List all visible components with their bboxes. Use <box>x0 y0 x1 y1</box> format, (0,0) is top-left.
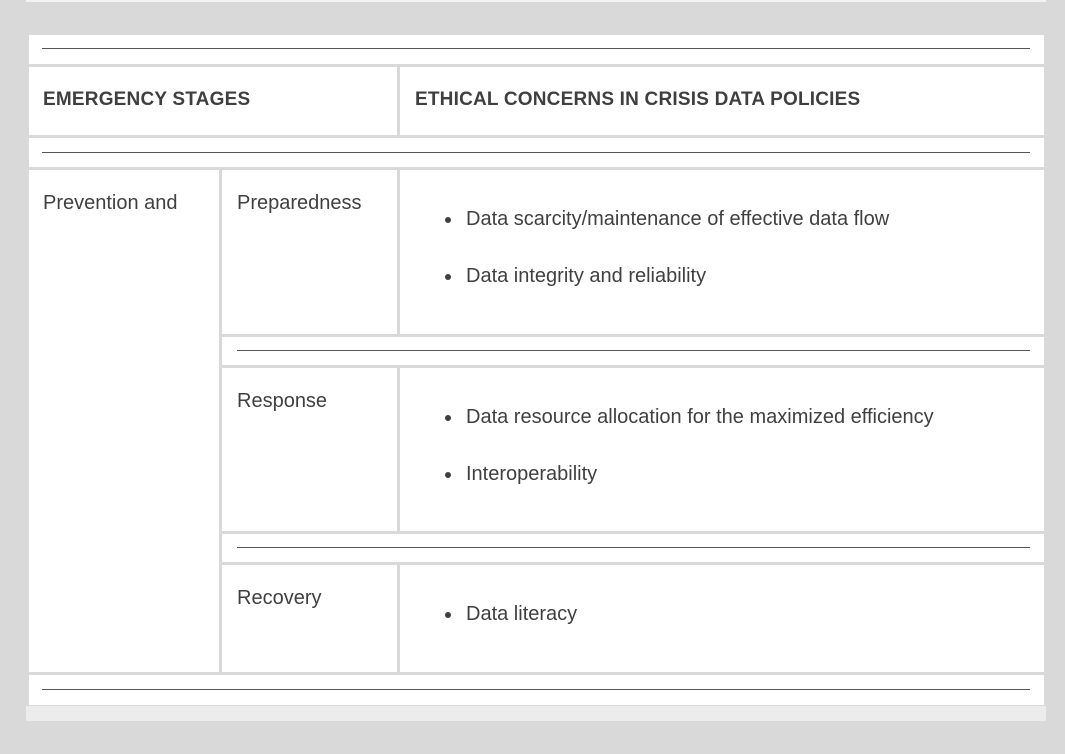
concern-list <box>443 602 577 659</box>
header-cell-stages <box>29 67 397 135</box>
spacer-row-header <box>29 138 1044 167</box>
spacer-row-bottom <box>29 675 1044 705</box>
group-cell <box>29 170 219 672</box>
spacer-row-2 <box>222 534 1044 562</box>
concern-item <box>443 264 889 321</box>
concern-text: Interoperability <box>466 463 598 485</box>
stage-cell-recovery <box>222 565 397 672</box>
concern-item <box>443 462 934 519</box>
concerns-cell-recovery <box>400 565 1044 672</box>
bullet-icon <box>445 274 451 280</box>
spacer-row-top <box>29 35 1044 64</box>
stage-cell-response <box>222 368 397 531</box>
concern-text: Data resource allocation for the maximized efficiency <box>466 406 934 428</box>
divider-line <box>237 547 1030 548</box>
divider-line <box>42 48 1030 49</box>
header-cell-concerns <box>400 67 1044 135</box>
bullet-icon <box>445 217 451 223</box>
concern-text: Data scarcity/maintenance of effective data flow <box>466 208 890 230</box>
bottom-edge <box>26 706 1046 721</box>
stage-cell-preparedness <box>222 170 397 334</box>
concern-item <box>443 207 889 264</box>
concern-text: Data integrity and reliability <box>466 265 707 287</box>
stage-label: Response <box>237 390 328 412</box>
stage-label: Recovery <box>237 587 322 609</box>
divider-line <box>42 152 1030 153</box>
stage-label: Preparedness <box>237 192 362 214</box>
crisis-data-table <box>29 35 1044 705</box>
divider-line <box>237 350 1030 351</box>
bullet-icon <box>445 472 451 478</box>
bullet-icon <box>445 612 451 618</box>
group-label: Prevention and <box>43 192 178 214</box>
concern-item <box>443 405 934 462</box>
concern-text: Data literacy <box>466 603 578 625</box>
concern-list <box>443 405 934 519</box>
concerns-cell-preparedness <box>400 170 1044 334</box>
concern-list <box>443 207 889 321</box>
top-edge <box>26 0 1046 2</box>
header-stages-label: EMERGENCY STAGES <box>43 89 251 110</box>
spacer-row-1 <box>222 337 1044 365</box>
concern-item <box>443 602 577 659</box>
bullet-icon <box>445 415 451 421</box>
divider-line <box>42 689 1030 690</box>
header-concerns-label: ETHICAL CONCERNS IN CRISIS DATA POLICIES <box>415 89 861 110</box>
concerns-cell-response <box>400 368 1044 531</box>
